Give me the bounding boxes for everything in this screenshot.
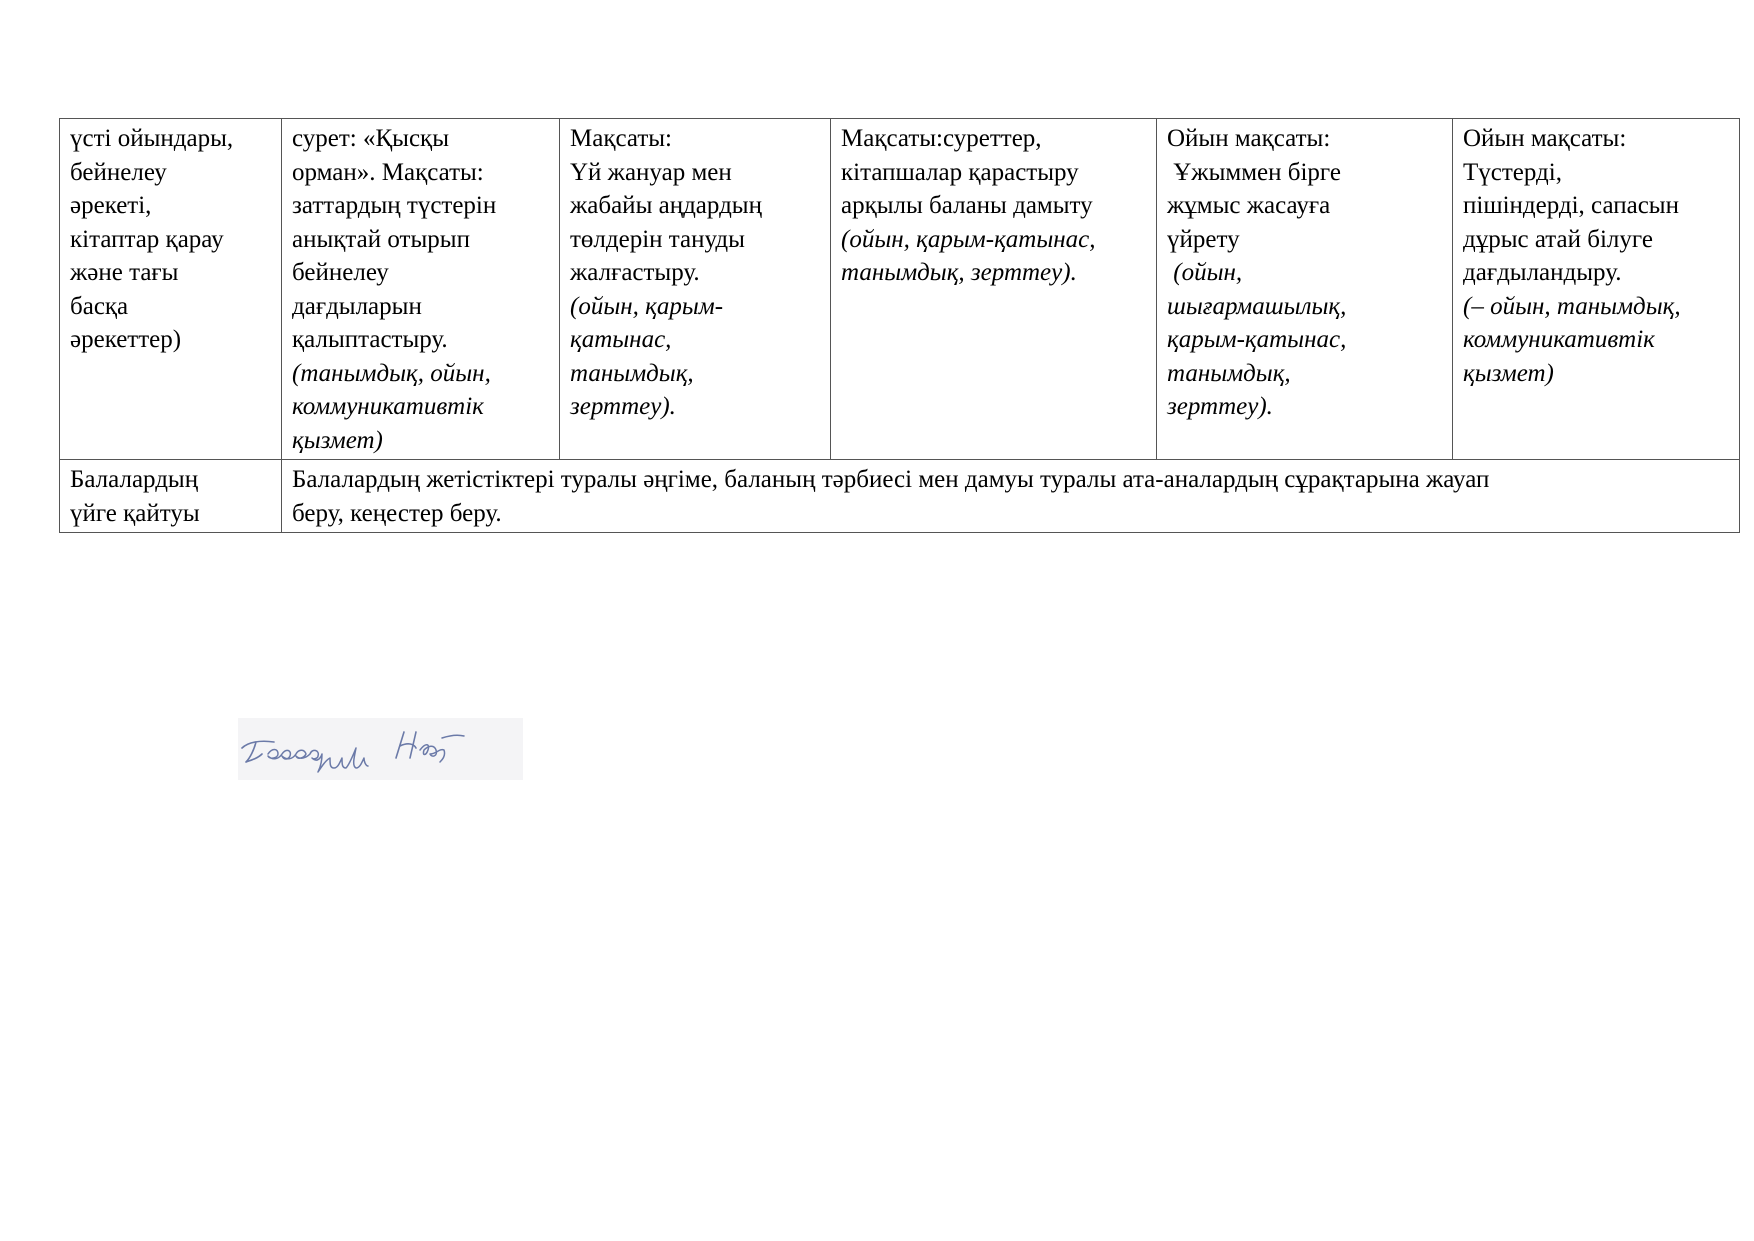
- cell-line: әрекеттер): [70, 326, 182, 353]
- table-cell-activity-type: [60, 119, 282, 460]
- cell-line: үйге қайтуы: [70, 499, 200, 527]
- cell-line: үйрету: [1167, 225, 1240, 253]
- cell-line-italic: (ойын, қарым-қатынас,: [841, 225, 1096, 253]
- cell-line: бейнелеу: [292, 259, 389, 286]
- cell-line: дұрыс атай білуге: [1463, 225, 1653, 253]
- plan-table: [59, 118, 1740, 533]
- table-cell-day-1: [282, 119, 560, 460]
- cell-line: беру, кеңестер беру.: [292, 499, 502, 527]
- table-cell-going-home-label: [60, 460, 282, 533]
- cell-line-italic: қызмет): [292, 426, 383, 454]
- cell-line: Ұжыммен бірге: [1167, 158, 1341, 186]
- cell-line: кітаптар қарау: [70, 225, 224, 253]
- cell-line: және тағы: [70, 259, 179, 286]
- table-cell-day-3: [831, 119, 1157, 460]
- cell-line: төлдерін тануды: [570, 225, 745, 253]
- cell-line: жалғастыру.: [570, 259, 700, 286]
- cell-line: анықтай отырып: [292, 225, 470, 253]
- cell-line: Мақсаты:суреттер,: [841, 125, 1042, 152]
- cell-line: басқа: [70, 292, 129, 320]
- cell-line-italic: қарым-қатынас,: [1167, 326, 1347, 353]
- cell-line: Мақсаты:: [570, 125, 672, 152]
- cell-line-italic: (ойын,: [1167, 259, 1243, 286]
- cell-line: кітапшалар қарастыру: [841, 158, 1079, 186]
- cell-line: арқылы баланы дамыту: [841, 192, 1093, 219]
- cell-line: орман». Мақсаты:: [292, 158, 484, 186]
- cell-line-italic: қызмет): [1463, 359, 1554, 387]
- cell-line-italic: зерттеу).: [1167, 393, 1273, 420]
- cell-line-italic: (танымдық, ойын,: [292, 359, 491, 387]
- signature-image: [238, 718, 523, 780]
- cell-line: жұмыс жасауға: [1167, 192, 1331, 219]
- table-row: [60, 460, 1740, 533]
- cell-line: Ойын мақсаты:: [1463, 125, 1627, 152]
- cell-line: қалыптастыру.: [292, 326, 448, 353]
- table-row: [60, 119, 1740, 460]
- table-cell-day-2: [560, 119, 831, 460]
- cell-line-italic: танымдық, зерттеу).: [841, 259, 1077, 286]
- cell-line: Балалардың жетістіктері туралы әңгіме, баланың тәрбиесі мен дамуы туралы ата-аналардың сұрақтарына жауап: [292, 466, 1490, 493]
- cell-line: заттардың түстерін: [292, 192, 497, 219]
- cell-line-italic: зерттеу).: [570, 393, 676, 420]
- cell-line-italic: коммуникативтік: [292, 393, 484, 420]
- cell-line-italic: қатынас,: [570, 326, 672, 353]
- cell-line-italic: коммуникативтік: [1463, 326, 1655, 353]
- cell-line-italic: (ойын, қарым-: [570, 292, 724, 320]
- cell-line: дағдыларын: [292, 292, 422, 320]
- cell-line-italic: танымдық,: [1167, 359, 1291, 387]
- handwritten-signature: [238, 718, 523, 780]
- cell-line: Балалардың: [70, 466, 199, 493]
- cell-line: әрекеті,: [70, 192, 152, 219]
- cell-line: Түстерді,: [1463, 158, 1562, 186]
- cell-line-italic: танымдық,: [570, 359, 694, 387]
- cell-line: Ойын мақсаты:: [1167, 125, 1331, 152]
- cell-line: дағдыландыру.: [1463, 259, 1622, 286]
- cell-line-italic: шығармашылық,: [1167, 292, 1347, 320]
- cell-line: жабайы аңдардың: [570, 192, 762, 219]
- cell-line: сурет: «Қысқы: [292, 125, 449, 152]
- cell-line: бейнелеу: [70, 158, 167, 186]
- cell-line-italic: (– ойын, танымдық,: [1463, 292, 1681, 320]
- table-cell-day-4: [1157, 119, 1453, 460]
- table-cell-going-home-content: [282, 460, 1740, 533]
- table-cell-day-5: [1453, 119, 1740, 460]
- cell-line: Үй жануар мен: [570, 158, 732, 186]
- cell-line: үсті ойындары,: [70, 125, 234, 152]
- cell-line: пішіндерді, сапасын: [1463, 192, 1679, 219]
